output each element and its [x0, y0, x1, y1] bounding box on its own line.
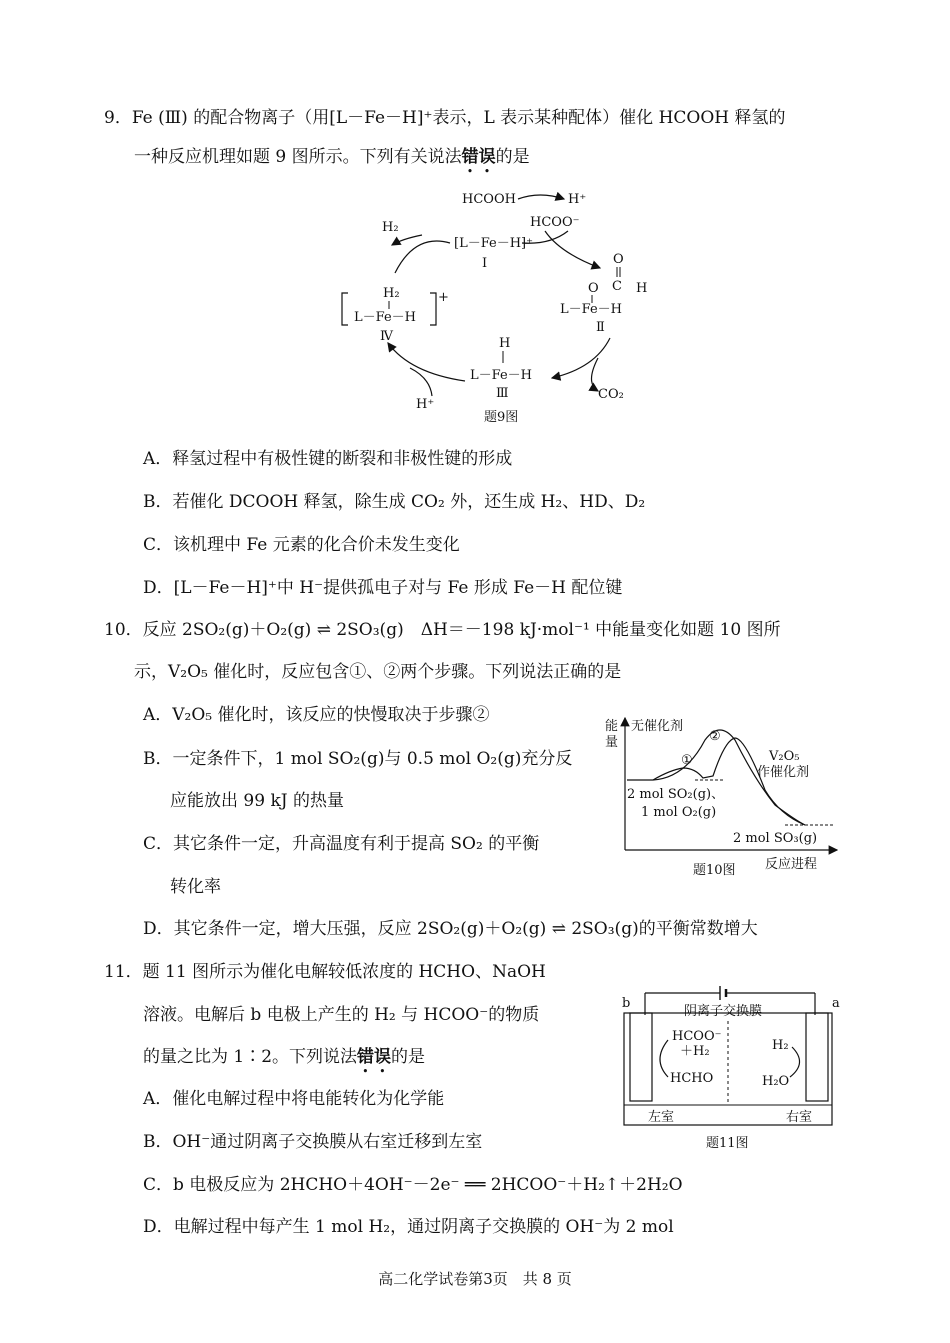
fig11-hcoo: HCOO⁻ — [672, 1029, 722, 1044]
fig11-electrode-a — [806, 1013, 828, 1101]
fig10-product: 2 mol SO₃(g) — [733, 831, 818, 846]
fig9-center-I: [L－Fe－H]⁺ — [454, 236, 533, 251]
q11-stem-line3 — [143, 1042, 425, 1077]
q11-electrolysis-figure — [610, 985, 850, 1160]
fig9-h: H — [636, 281, 648, 296]
fig11-h2-plus: ＋H₂ — [680, 1044, 710, 1059]
fig9-arrow-top — [518, 195, 564, 199]
q9-stem-end: 的是 — [495, 147, 530, 167]
fig9-hcooh: HCOOH — [462, 192, 516, 207]
q9-option-C: C．该机理中 Fe 元素的化合价未发生变化 — [143, 535, 460, 555]
fig10-step1: ① — [681, 753, 693, 768]
q9-mechanism-figure — [330, 183, 670, 428]
fig9-o-top: O — [613, 252, 624, 267]
q11-option-D: D．电解过程中每产生 1 mol H₂，通过阴离子交换膜的 OH⁻为 2 mol — [143, 1217, 674, 1237]
fig10-uncat-label: 无催化剂 — [631, 719, 684, 734]
q9-emphasis-wrong: 错误 — [461, 147, 496, 167]
fig11-b-label: b — [622, 996, 631, 1011]
fig9-arrow-I-II — [545, 231, 600, 268]
q11-stem-line2: 溶液。电解后 b 电极上产生的 H₂ 与 HCOO⁻的物质 — [143, 1005, 540, 1025]
fig10-ylabel-1: 能 — [605, 719, 619, 734]
page-footer: 高二化学试卷第3页 共 8 页 — [378, 1270, 572, 1288]
fig9-c: C — [612, 279, 622, 294]
fig9-arrow-IV-I — [395, 241, 450, 273]
fig11-h2o: H₂O — [762, 1074, 790, 1089]
fig9-roman-IV: Ⅳ — [380, 329, 393, 344]
fig11-right-chamber: 右室 — [786, 1110, 813, 1125]
fig9-IV-body: L－Fe－H — [354, 310, 416, 325]
q11-option-A: A．催化电解过程中将电能转化为化学能 — [143, 1089, 445, 1109]
q9-stem-text: 一种反应机理如题 9 图所示。下列有关说法 — [134, 147, 462, 167]
fig11-h2: H₂ — [772, 1038, 789, 1053]
fig10-step2: ② — [709, 729, 721, 744]
fig11-a-label: a — [832, 996, 840, 1011]
fig9-arrow-II-III — [552, 338, 610, 378]
q9-stem-line1: 9．Fe (Ⅲ) 的配合物离子（用[L－Fe－H]⁺表示，L 表示某种配体）催化 HCOOH 释氢的 — [104, 108, 786, 128]
fig11-membrane-label: 阴离子交换膜 — [684, 1004, 763, 1019]
fig9-o-left: O — [588, 281, 599, 296]
q9-option-D: D．[L－Fe－H]⁺中 H⁻提供孤电子对与 Fe 形成 Fe－H 配位键 — [143, 578, 623, 598]
fig9-hcoo: HCOO⁻ — [530, 215, 580, 230]
fig9-IV-plus: + — [438, 290, 449, 305]
fig10-xlabel: 反应进程 — [765, 857, 818, 872]
q11-stem-end: 的是 — [391, 1047, 426, 1067]
q9-option-A: A．释氢过程中有极性键的断裂和非极性键的形成 — [143, 449, 513, 469]
q11-emphasis-wrong: 错误 — [357, 1047, 392, 1067]
fig9-caption: 题9图 — [484, 410, 519, 425]
fig9-hplus-bottom: H⁺ — [416, 397, 435, 412]
fig11-electrode-b — [630, 1013, 652, 1101]
fig9-co2: CO₂ — [598, 387, 624, 402]
fig9-arrow-III-IV — [388, 343, 465, 381]
q9-option-B: B．若催化 DCOOH 释氢，除生成 CO₂ 外，还生成 H₂、HD、D₂ — [143, 492, 646, 512]
q10-option-C-line2: 转化率 — [170, 877, 221, 897]
fig11-hcho: HCHO — [670, 1071, 714, 1086]
q10-option-C-line1: C．其它条件一定，升高温度有利于提高 SO₂ 的平衡 — [143, 834, 540, 854]
q11-option-C: C．b 电极反应为 2HCHO＋4OH⁻－2e⁻ ══ 2HCOO⁻＋H₂↑＋2H₂O — [143, 1175, 683, 1195]
q10-option-B-line1: B．一定条件下，1 mol SO₂(g)与 0.5 mol O₂(g)充分反 — [143, 749, 573, 769]
fig10-reactant-2: 1 mol O₂(g) — [641, 805, 717, 820]
q10-stem-line2: 示，V₂O₅ 催化时，反应包含①、②两个步骤。下列说法正确的是 — [134, 662, 622, 682]
q10-stem-line1: 10．反应 2SO₂(g)＋O₂(g) ⇌ 2SO₃(g) ΔH＝－198 kJ·mol⁻¹ 中能量变化如题 10 图所 — [104, 620, 781, 640]
fig9-III-body: L－Fe－H — [470, 368, 532, 383]
q11-option-B: B．OH⁻通过阴离子交换膜从右室迁移到左室 — [143, 1132, 483, 1152]
fig11-left-chamber: 左室 — [648, 1110, 675, 1125]
fig10-v2o5: V₂O₅ — [769, 749, 800, 764]
fig11-caption: 题11图 — [706, 1136, 749, 1151]
fig9-roman-III: Ⅲ — [496, 386, 509, 401]
q10-option-B-line2: 应能放出 99 kJ 的热量 — [170, 791, 344, 811]
fig10-reactant-1: 2 mol SO₂(g)、 — [627, 787, 725, 802]
fig9-IV-h2: H₂ — [383, 286, 400, 301]
fig9-roman-I: Ⅰ — [482, 256, 488, 271]
fig9-III-h: H — [499, 336, 511, 351]
fig9-h2: H₂ — [382, 220, 399, 235]
fig9-hplus-top: H⁺ — [568, 192, 587, 207]
q11-stem-line1: 11．题 11 图所示为催化电解较低浓度的 HCHO、NaOH — [104, 962, 546, 982]
fig10-cat-label: 作催化剂 — [757, 765, 810, 780]
fig9-roman-II: Ⅱ — [596, 320, 605, 335]
q9-stem-line2 — [134, 142, 530, 177]
q10-energy-figure — [595, 710, 845, 885]
q11-stem-text: 的量之比为 1∶2。下列说法 — [143, 1047, 358, 1067]
q10-option-A: A．V₂O₅ 催化时，该反应的快慢取决于步骤② — [143, 705, 490, 725]
fig10-ylabel-2: 量 — [605, 735, 619, 750]
fig9-II-body: L－Fe－H — [560, 302, 622, 317]
q10-option-D: D．其它条件一定，增大压强，反应 2SO₂(g)＋O₂(g) ⇌ 2SO₃(g)的平衡常数增大 — [143, 919, 758, 939]
fig10-caption: 题10图 — [693, 863, 736, 878]
